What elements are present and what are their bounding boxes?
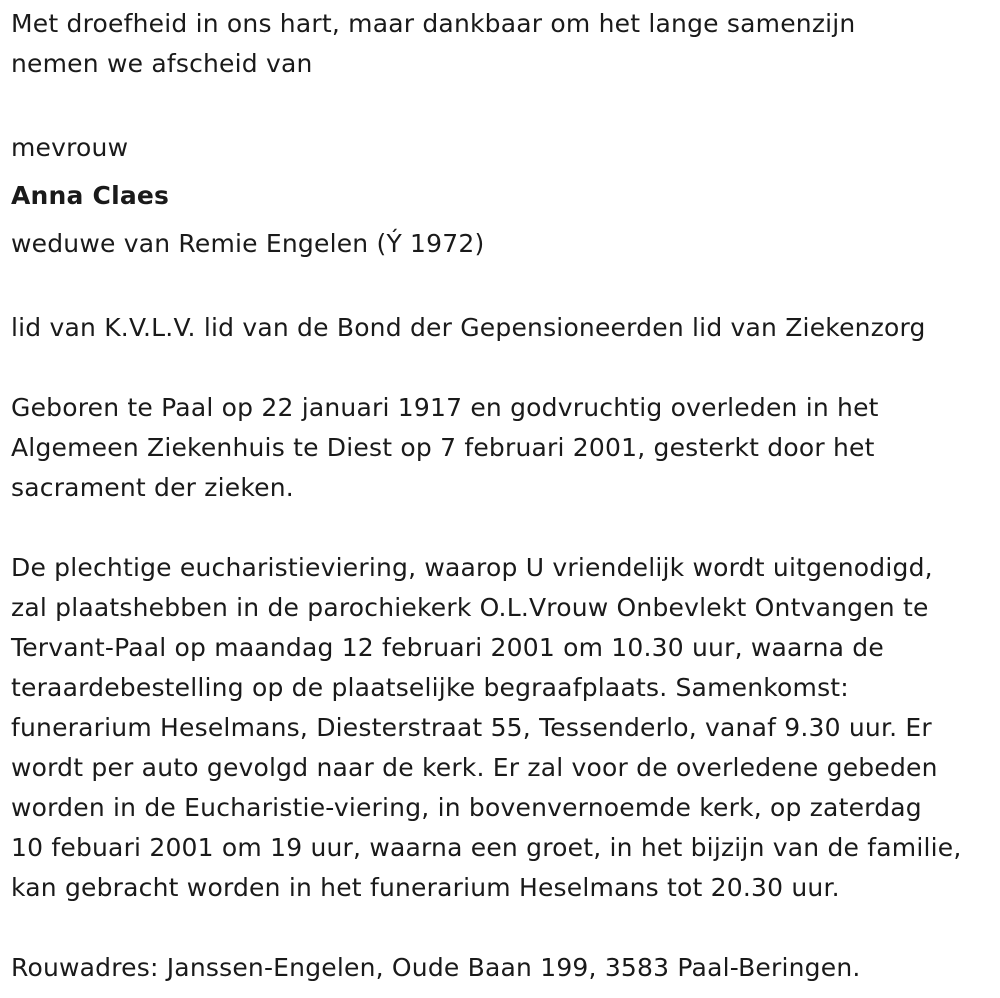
memberships: lid van K.V.L.V. lid van de Bond der Gepensioneerden lid van Ziekenzorg	[11, 313, 926, 342]
ceremony-line: Tervant-Paal op maandag 12 februari 2001 om 10.30 uur, waarna de	[11, 633, 884, 662]
ceremony-line: worden in de Eucharistie-viering, in bovenvernoemde kerk, op zaterdag	[11, 793, 922, 822]
ceremony-line: 10 febuari 2001 om 19 uur, waarna een groet, in het bijzijn van de familie,	[11, 833, 962, 862]
ceremony-line: De plechtige eucharistieviering, waarop U vriendelijk wordt uitgenodigd,	[11, 553, 933, 582]
mourning-address: Rouwadres: Janssen-Engelen, Oude Baan 199, 3583 Paal-Beringen.	[11, 953, 861, 982]
ceremony-line: kan gebracht worden in het funerarium Heselmans tot 20.30 uur.	[11, 873, 840, 902]
ceremony-line: teraardebestelling op de plaatselijke begraafplaats. Samenkomst:	[11, 673, 849, 702]
intro-line: nemen we afscheid van	[11, 49, 313, 78]
ceremony-line: zal plaatshebben in de parochiekerk O.L.Vrouw Onbevlekt Ontvangen te	[11, 593, 929, 622]
intro-line: Met droefheid in ons hart, maar dankbaar om het lange samenzijn	[11, 9, 856, 38]
widow-of: weduwe van Remie Engelen (Ý 1972)	[11, 229, 485, 258]
birth-death-line: Geboren te Paal op 22 januari 1917 en godvruchtig overleden in het	[11, 393, 879, 422]
birth-death-line: sacrament der zieken.	[11, 473, 294, 502]
birth-death-paragraph	[11, 388, 996, 508]
ceremony-paragraph	[11, 548, 996, 908]
intro-paragraph	[11, 4, 996, 84]
death-notice	[11, 4, 996, 988]
birth-death-line: Algemeen Ziekenhuis te Diest op 7 februari 2001, gesterkt door het	[11, 433, 875, 462]
salutation: mevrouw	[11, 133, 129, 162]
ceremony-line: wordt per auto gevolgd naar de kerk. Er zal voor de overledene gebeden	[11, 753, 938, 782]
ceremony-line: funerarium Heselmans, Diesterstraat 55, Tessenderlo, vanaf 9.30 uur. Er	[11, 713, 932, 742]
deceased-name: Anna Claes	[11, 181, 170, 210]
